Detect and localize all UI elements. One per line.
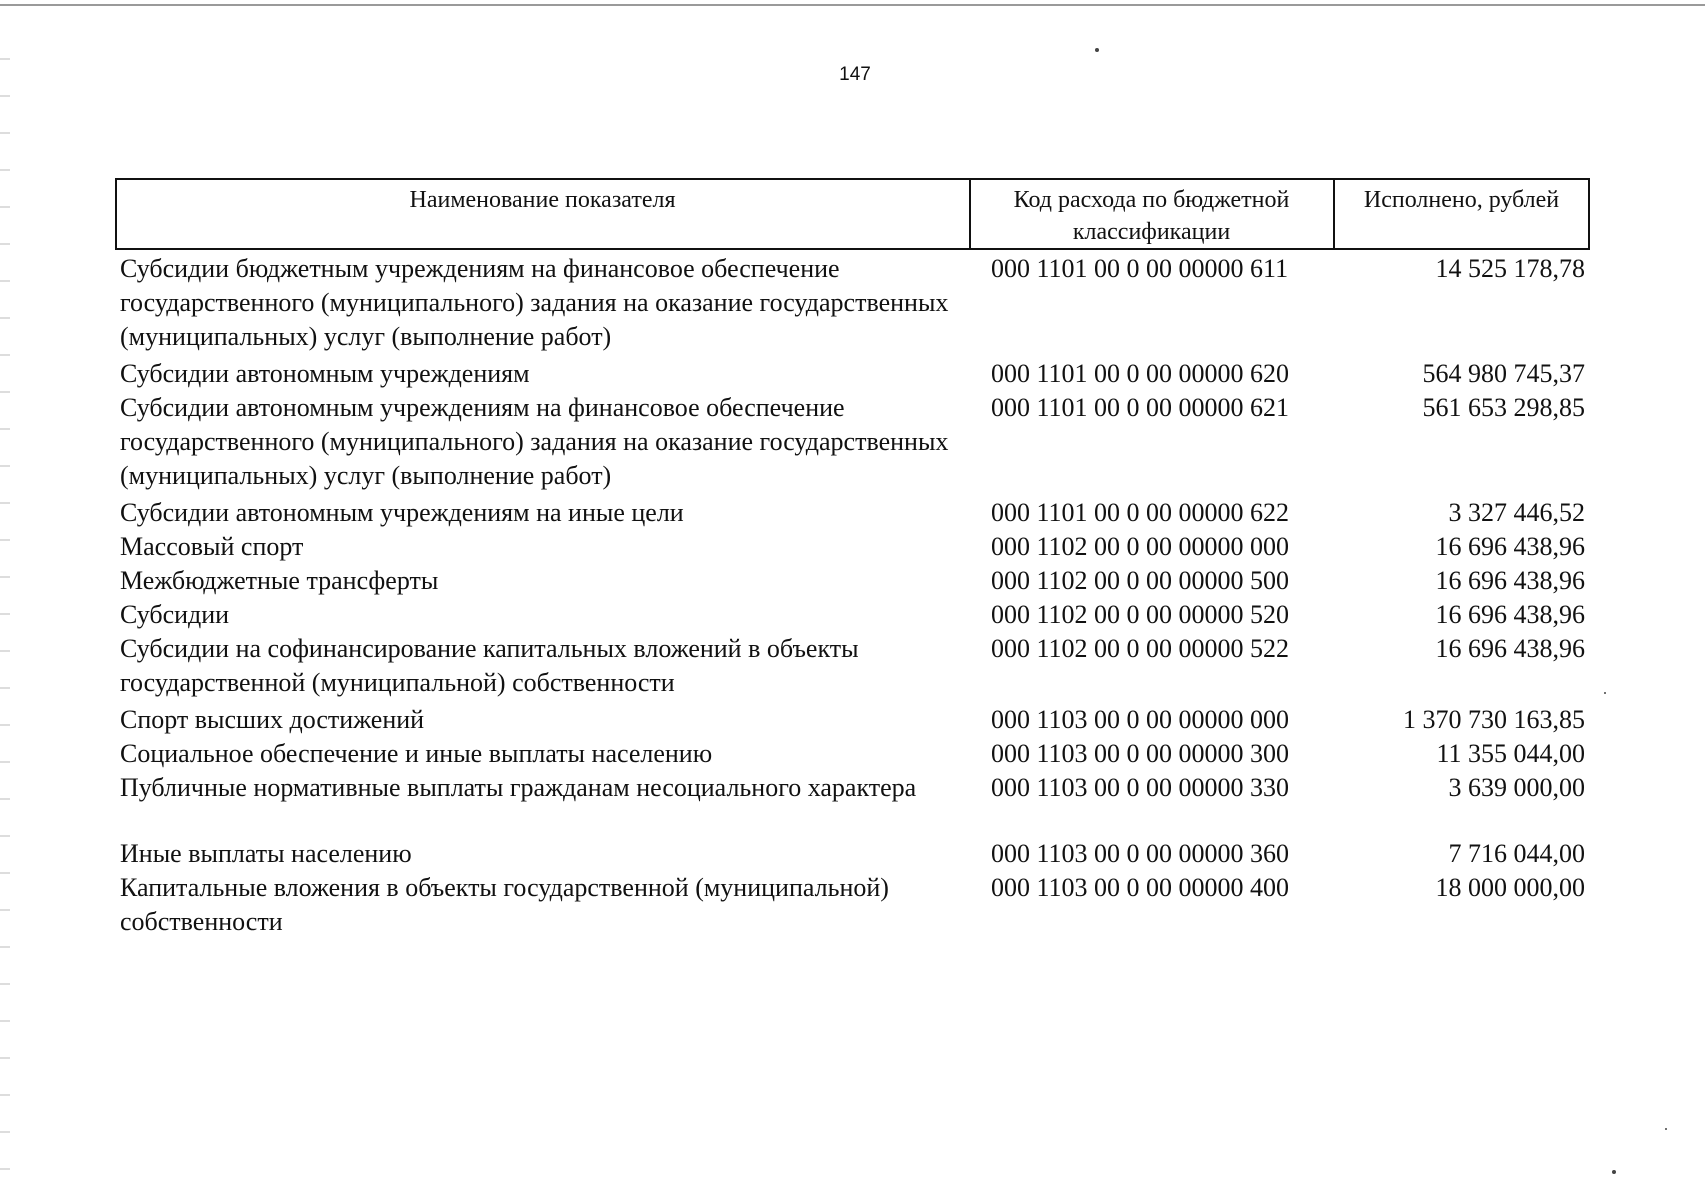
row-name: Субсидии автономным учреждениям на финансовое обеспечение государственного (муниципального) задания на оказание государственных (муниципальных) услуг (выполнение работ) — [120, 393, 949, 490]
row-code: 000 1102 00 0 00 00000 522 — [991, 634, 1290, 663]
row-name: Субсидии бюджетным учреждениям на финансовое обеспечение государственного (муниципального) задания на оказание государственных (муниципальных) услуг (выполнение работ) — [120, 254, 949, 351]
row-amount: 16 696 438,96 — [1435, 634, 1585, 663]
table-row — [115, 357, 1590, 391]
row-name: Субсидии — [120, 600, 230, 629]
row-amount: 3 639 000,00 — [1448, 773, 1585, 802]
row-name: Субсидии автономным учреждениям — [120, 359, 530, 388]
row-code: 000 1101 00 0 00 00000 621 — [991, 393, 1290, 422]
page-number: 147 — [839, 64, 871, 85]
scan-edge-noise — [0, 40, 10, 1180]
table-row — [115, 837, 1590, 871]
row-code: 000 1103 00 0 00 00000 360 — [991, 839, 1290, 868]
row-name: Спорт высших достижений — [120, 705, 425, 734]
row-amount: 7 716 044,00 — [1448, 839, 1585, 868]
row-amount: 16 696 438,96 — [1435, 600, 1585, 629]
scan-speck — [1604, 692, 1606, 694]
row-code: 000 1103 00 0 00 00000 300 — [991, 739, 1290, 768]
table-row — [115, 771, 1590, 805]
table-row — [115, 391, 1590, 493]
row-code: 000 1103 00 0 00 00000 000 — [991, 705, 1290, 734]
row-amount: 18 000 000,00 — [1435, 873, 1585, 902]
table-header — [115, 178, 1590, 250]
row-code: 000 1102 00 0 00 00000 520 — [991, 600, 1290, 629]
table-row — [115, 871, 1590, 939]
row-amount: 3 327 446,52 — [1448, 498, 1585, 527]
header-name: Наименование показателя — [409, 187, 676, 213]
top-scan-rule — [0, 4, 1705, 6]
scan-speck — [1095, 48, 1099, 52]
row-amount: 564 980 745,37 — [1422, 359, 1585, 388]
row-name: Межбюджетные трансферты — [120, 566, 439, 595]
row-code: 000 1101 00 0 00 00000 611 — [991, 254, 1289, 283]
row-code: 000 1102 00 0 00 00000 500 — [991, 566, 1290, 595]
header-code: Код расхода по бюджетной классификации — [969, 180, 1332, 248]
row-code: 000 1101 00 0 00 00000 622 — [991, 498, 1290, 527]
header-amount: Исполнено, рублей — [1333, 180, 1588, 248]
row-name: Иные выплаты населению — [120, 839, 412, 868]
row-code: 000 1102 00 0 00 00000 000 — [991, 532, 1290, 561]
row-name: Субсидии на софинансирование капитальных вложений в объекты государственной (муниципальной) собственности — [120, 634, 859, 697]
row-code: 000 1101 00 0 00 00000 620 — [991, 359, 1290, 388]
table-row — [115, 703, 1590, 737]
table-row — [115, 530, 1590, 564]
table-row — [115, 252, 1590, 354]
row-code: 000 1103 00 0 00 00000 330 — [991, 773, 1290, 802]
row-amount: 1 370 730 163,85 — [1403, 705, 1585, 734]
row-name: Субсидии автономным учреждениям на иные цели — [120, 498, 684, 527]
table-row — [115, 496, 1590, 530]
table-row — [115, 598, 1590, 632]
row-name: Публичные нормативные выплаты гражданам несоциального характера — [120, 773, 917, 802]
table-row — [115, 632, 1590, 700]
row-amount: 16 696 438,96 — [1435, 566, 1585, 595]
row-amount: 16 696 438,96 — [1435, 532, 1585, 561]
row-amount: 561 653 298,85 — [1422, 393, 1585, 422]
scan-speck — [1612, 1170, 1616, 1174]
table-row — [115, 564, 1590, 598]
table-row — [115, 737, 1590, 771]
row-name: Социальное обеспечение и иные выплаты населению — [120, 739, 713, 768]
table-body — [115, 252, 1590, 939]
row-amount: 14 525 178,78 — [1435, 254, 1585, 283]
scan-speck — [1665, 1128, 1667, 1130]
row-amount: 11 355 044,00 — [1436, 739, 1585, 768]
row-name: Капитальные вложения в объекты государственной (муниципальной) собственности — [120, 873, 889, 936]
row-code: 000 1103 00 0 00 00000 400 — [991, 873, 1290, 902]
row-name: Массовый спорт — [120, 532, 304, 561]
